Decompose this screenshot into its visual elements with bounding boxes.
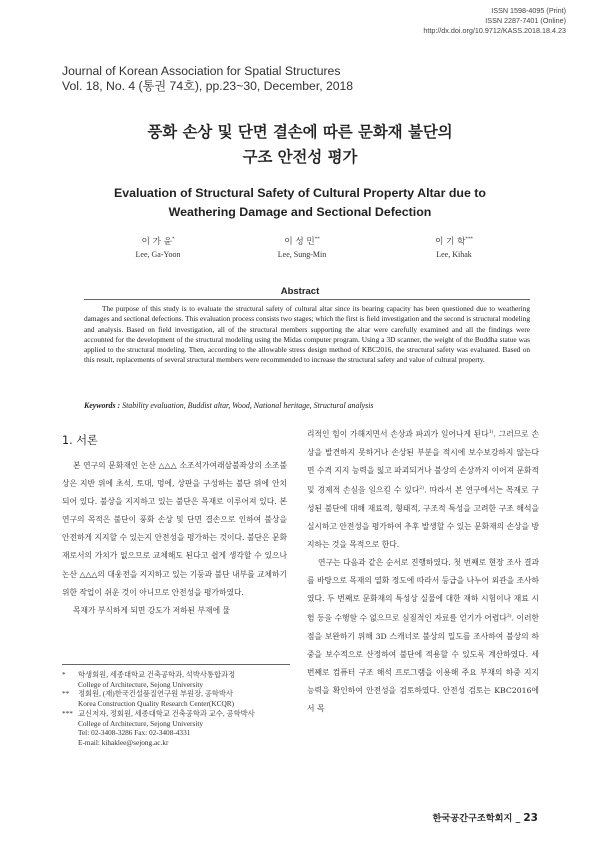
abstract-heading: Abstract [280, 286, 320, 297]
author-2 [232, 233, 372, 261]
column-left [62, 457, 287, 620]
title-korean-line-1: 풍화 손상 및 단면 결손에 따른 문화재 불단의 [147, 123, 453, 141]
text-run: . 따라서 본 연구에서는 목재로 구성된 불단에 대해 재료적, 형태적, 구조적 특성을 고려한 구조 해석을 실시하고 안전성을 평가하여 추후 발생할 수 있는 문화재의 손상을 방지하는 것을 목적으로 한다. [307, 485, 539, 549]
text-run: . 그러므로 손상을 발견하지 못하거나 손상된 부분을 적시에 보수보강하지 않는다면 수격 지지 능력을 잃고 파괴되거나 불상의 손상까지 이어져 문화적 및 경제적 손실을 일으킬 수 있다 [307, 429, 539, 495]
author-3 [384, 233, 524, 261]
paragraph: 목재가 부식하게 되면 강도가 저하된 부재에 물 [73, 605, 231, 615]
citation-ref: 2) [419, 485, 425, 491]
footnote-line: Tel: 02-3408-3286 Fax: 02-3408-4331 [78, 728, 191, 738]
text-run: 리적인 힘이 가해지면서 손상과 파괴가 일어나게 된다 [307, 429, 489, 439]
paragraph: 본 연구의 문화재인 논산 △△△ 소조석가여래삼불좌상의 소조불상은 지반 위에 초석, 토대, 멍에, 상판을 구성하는 불단 위에 안치되어 있다. 불상을 지지하고 있는 불단은 목재로 이루어져 있다. 본 연구의 목적은 불단이 풍화 손상 및 단면 결손으로 인하여 불상을 안전하게 지지할 수 있는지 안전성을 평가하는 것이다. 불단은 문화재로서의 가치가 없으므로 교체해도 된다고 쉽게 생각할 수 있으나 논산 △△△의 대웅전을 지지하고 있는 기둥과 불단 내부를 교체하기 위한 작업이 쉬운 것이 아니므로 안전성을 평가하였다. [62, 461, 287, 597]
citation-ref: 3) [506, 614, 512, 620]
footnotes [62, 670, 302, 748]
author-1-name-en: Lee, Ga-Yoon [135, 249, 181, 259]
footnote-line: College of Architecture, Sejong University [78, 679, 204, 689]
author-1-name-ko: 이 가 윤 [141, 236, 172, 247]
footnote-divider [62, 664, 290, 665]
journal-name: Journal of Korean Association for Spatial Structures [62, 64, 341, 78]
footnote-email[interactable]: E-mail: kihaklee@sejong.ac.kr [78, 737, 169, 747]
author-3-name-en: Lee, Kihak [436, 249, 472, 259]
title-korean-line-2: 구조 안전성 평가 [242, 148, 358, 166]
title-english [0, 184, 600, 222]
issn-block [346, 6, 566, 36]
keywords-text: Stability evaluation, Buddist altar, Wood, National heritage, Structural analysis [122, 401, 374, 410]
title-english-line-1: Evaluation of Structural Safety of Cultural Property Altar due to [114, 186, 486, 200]
issn-online: ISSN 2287-7401 (Online) [485, 16, 566, 25]
paragraph [307, 424, 539, 554]
issn-print: ISSN 1598-4095 (Print) [491, 6, 566, 15]
author-2-name-ko: 이 성 민 [284, 236, 315, 247]
volume-info: Vol. 18, No. 4 (통권 74호), pp.23~30, December, 2018 [62, 79, 354, 93]
footnote-line: Korea Construction Quality Research Center(KCQR) [78, 699, 235, 709]
abstract-divider [84, 299, 530, 300]
title-english-line-2: Weathering Damage and Sectional Defection [168, 205, 432, 219]
footnote-line: 정회원, (재)한국건설품질연구원 부원장, 공학박사 [78, 689, 233, 699]
footnote-mark: ** [62, 689, 70, 699]
author-3-mark: *** [465, 236, 473, 242]
text-run: . 이러한 점을 보완하기 위해 3D 스캐너로 불상의 밀도를 조사하여 불상의 하중을 보수적으로 산정하여 불단에 적용할 수 있도록 계산하였다. 세 번째로 컴퓨터 구조 해석 프로그램을 이용해 주요 부재의 하중 지지 능력을 확인하여 안전성을 검토하였다. 안전성 검토는 KBC2016에서 목 [307, 613, 540, 714]
page-number: 23 [523, 812, 538, 824]
footnote-3 [62, 709, 302, 748]
footnote-mark: * [62, 670, 66, 679]
author-2-mark: ** [314, 236, 320, 242]
section-heading: 1. 서론 [62, 434, 98, 447]
author-1-mark: * [171, 236, 175, 242]
journal-info [62, 64, 542, 94]
text-run: 연구는 다음과 같은 순서로 진행하였다. 첫 번째로 현장 조사 결과를 바탕으로 목재의 열화 정도에 따라서 등급을 나누어 외관을 조사하였다. 두 번째로 문화재의 특성상 실물에 대한 재하 시험이나 재료 시험 등을 수행할 수 없으므로 실질적인 자료를 얻기가 어렵다 [307, 557, 539, 623]
citation-ref: 1) [488, 430, 494, 435]
author-2-name-en: Lee, Sung-Min [277, 249, 327, 259]
title-korean [0, 120, 600, 170]
doi-link[interactable]: http://dx.doi.org/10.9712/KASS.2018.18.4.23 [423, 26, 566, 35]
author-1 [88, 233, 228, 261]
abstract-text: The purpose of this study is to evaluate the structural safety of cultural altar since its bearing capacity has been questioned due to weathering damages and sectional defections. This evaluation process consists two stages; which the first is field investigation and the second is structural modeling and analysis. Based on field investigation, all of the structural members supporting the altar were carefully examined and all the findings were accounted for the development of the structural modeling using the Midas computer program. Using a 3D scanner, the weight of the Buddha statue was applied to the structural modeling. Then, according to the allowable stress design method of KBC2016, the structural safety was evaluated. Based on this result, replacements of several structural members were recommended to increase the structural safety and value of cultural property. [84, 304, 530, 365]
footnote-line: College of Architecture, Sejong University [78, 718, 204, 728]
author-3-name-ko: 이 기 학 [435, 236, 466, 247]
footnote-mark: *** [62, 708, 73, 718]
footnote-line: 학생회원, 세종대학교 건축공학과, 석박사통합과정 [78, 670, 236, 679]
author-list [0, 233, 600, 263]
keywords-label: Keywords : [84, 401, 123, 410]
footnote-line: 교신저자, 정회원, 세종대학교 건축공학과 교수, 공학박사 [78, 708, 255, 718]
footnote-1 [62, 670, 302, 689]
keywords [84, 401, 544, 410]
footnote-2 [62, 689, 302, 708]
paragraph [307, 554, 539, 718]
footer-journal-name: 한국공간구조학회지 _ [432, 813, 524, 824]
page-footer [433, 810, 539, 824]
column-right [307, 424, 539, 718]
